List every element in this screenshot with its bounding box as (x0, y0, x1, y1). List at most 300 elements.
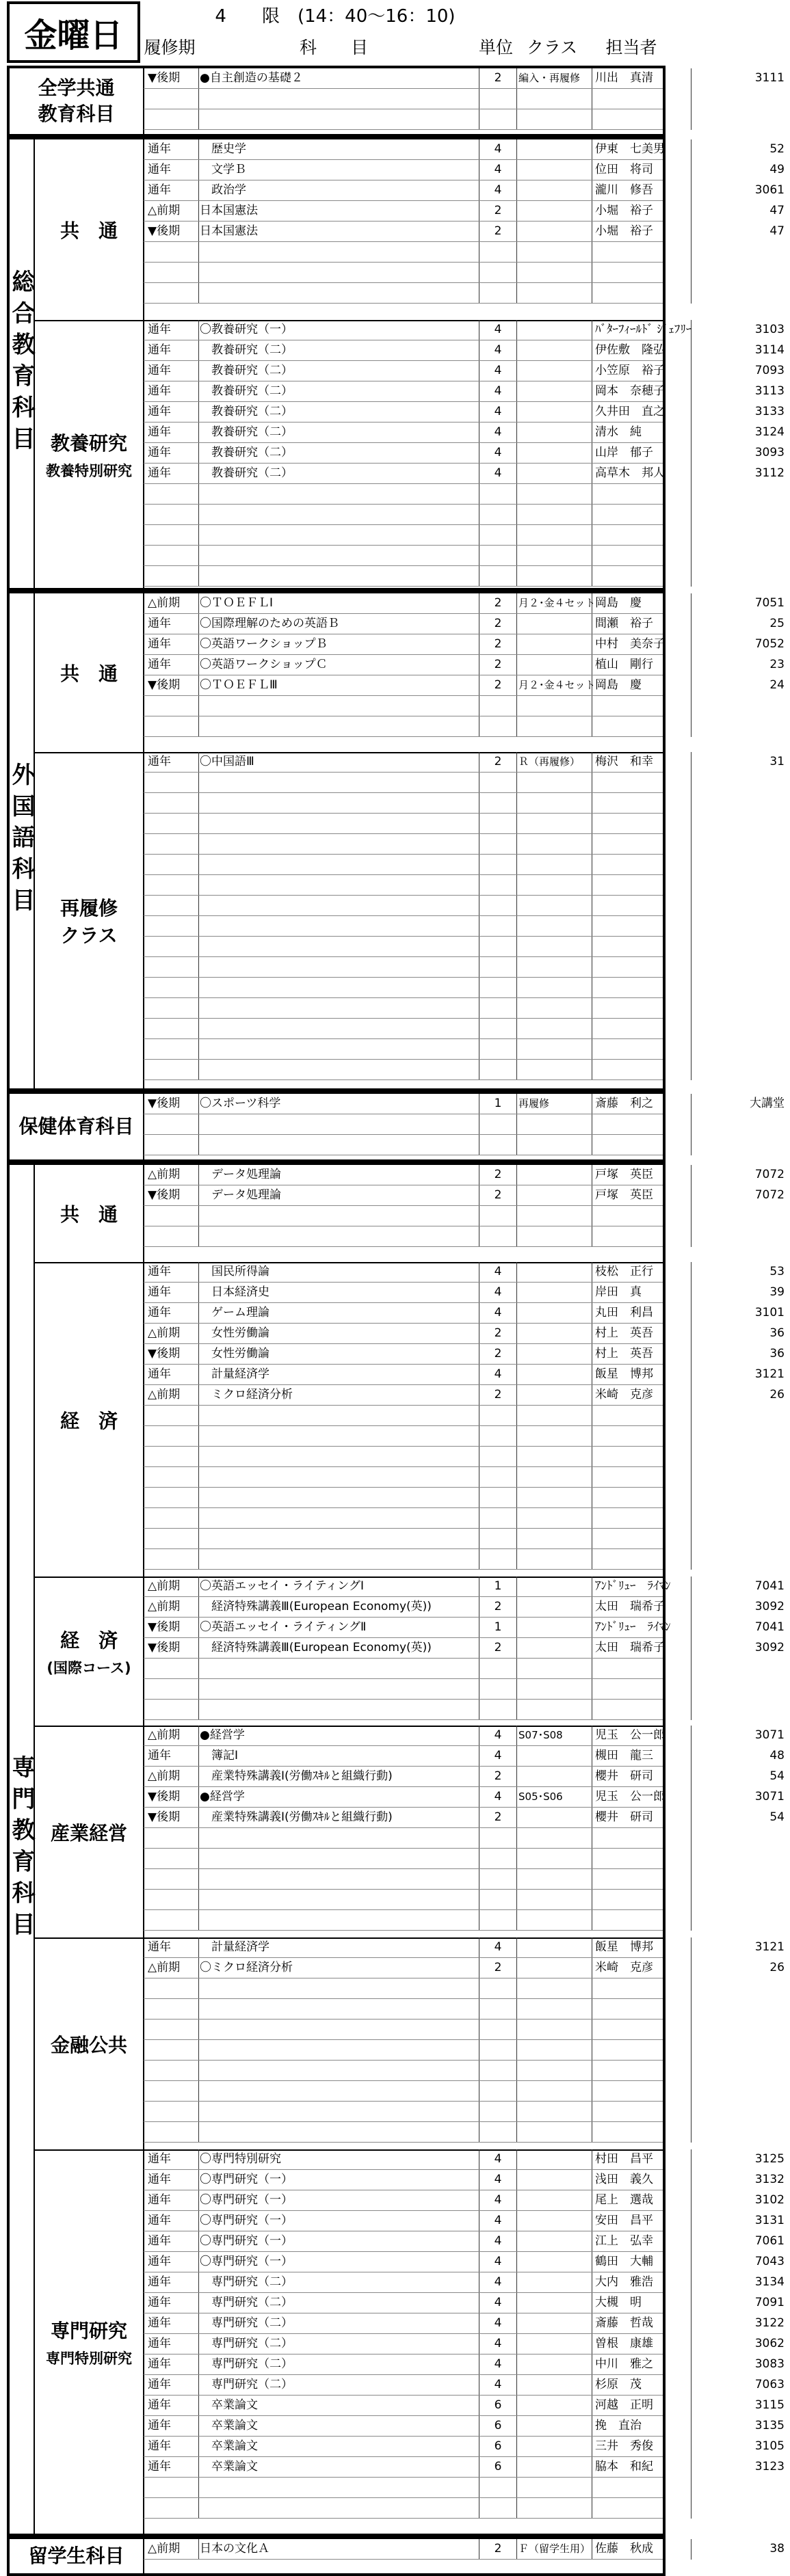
cell-subject: 教養研究（二） (200, 364, 293, 377)
column-divider (691, 68, 692, 130)
cell-instructor: 斎藤 哲哉 (595, 2316, 653, 2330)
table-row (144, 1060, 663, 1080)
table-row (144, 263, 663, 283)
cell-instructor: 斎藤 利之 (595, 1097, 653, 1110)
table-row (144, 443, 785, 464)
cell-subject: 日本経済史 (200, 1285, 269, 1299)
table-row (144, 1869, 663, 1890)
cell-term: 通年 (148, 323, 171, 336)
cell-credits: 2 (494, 224, 502, 238)
cell-credits: 2 (494, 1641, 502, 1654)
cell-instructor: 飯星 博邦 (595, 1367, 653, 1381)
column-divider (691, 1577, 692, 1720)
cell-credits: 2 (494, 658, 502, 671)
cell-subject: 教養研究（二） (200, 405, 293, 418)
cell-credits: 4 (494, 1749, 502, 1762)
cell-instructor: 村田 昌平 (595, 2152, 653, 2166)
table-row (144, 2122, 663, 2143)
cell-term: ▼後期 (148, 1347, 181, 1360)
cell-room: 26 (769, 1388, 785, 1401)
cell-room: 3071 (754, 1728, 785, 1742)
table-row (144, 1165, 785, 1185)
cell-class (518, 1324, 594, 1343)
table-row (144, 814, 663, 834)
cell-room: 3112 (754, 466, 785, 480)
cell-room: 7093 (754, 364, 785, 377)
cell-instructor: 高草木 邦人 (595, 466, 665, 480)
cell-class (518, 655, 594, 675)
cell-credits: 4 (494, 2255, 502, 2268)
cell-term: 通年 (148, 2439, 171, 2453)
table-row (144, 2457, 785, 2478)
table-row (144, 566, 663, 587)
cell-subject: 教養研究（二） (200, 425, 293, 439)
cell-credits: 4 (494, 2234, 502, 2248)
cell-subject: 日本国憲法 (200, 204, 258, 217)
cell-term: 通年 (148, 364, 171, 377)
cell-instructor: 伊東 七美男 (595, 142, 665, 156)
cell-credits: 4 (494, 1790, 502, 1803)
cell-instructor: 太田 瑞希子 (595, 1641, 665, 1654)
cell-term: 通年 (148, 1285, 171, 1299)
cell-term: 通年 (148, 1265, 171, 1278)
cell-room: 7041 (754, 1620, 785, 1634)
table-grid (144, 593, 785, 737)
table-row (144, 484, 663, 505)
table-grid (144, 1262, 785, 1570)
cell-class (518, 1165, 594, 1185)
subcategory-kyotsu-gaikoku (34, 593, 143, 752)
cell-credits: 4 (494, 163, 502, 176)
table-row (144, 2252, 785, 2272)
subcategory-label: 経 済 (60, 1629, 118, 1652)
cell-instructor: 櫻井 研司 (595, 1810, 653, 1824)
table-row (144, 1426, 663, 1447)
cell-credits: 4 (494, 2337, 502, 2350)
cell-instructor: 槻田 龍三 (595, 1749, 653, 1762)
cell-room: 3101 (754, 1306, 785, 1319)
cell-term: 通年 (148, 2214, 171, 2227)
cell-credits: 4 (494, 2378, 502, 2391)
cell-credits: 2 (494, 1810, 502, 1824)
cell-room: 52 (769, 142, 785, 156)
cell-class (518, 1597, 594, 1617)
cell-room: 3103 (754, 323, 785, 336)
cell-room: 54 (769, 1769, 785, 1783)
cell-credits: 4 (494, 183, 502, 197)
table-row (144, 1529, 663, 1549)
cell-class (518, 614, 594, 634)
cell-room: 3125 (754, 2152, 785, 2166)
cell-class (518, 201, 594, 221)
table-row (144, 1787, 785, 1808)
table-row (144, 381, 785, 402)
table-row (144, 1406, 663, 1426)
table-grid (144, 752, 785, 1080)
cell-credits: 4 (494, 2214, 502, 2227)
section-label-senmon: 専門教育科目 (8, 1755, 35, 1944)
column-divider (691, 2149, 692, 2519)
table-row (144, 2149, 785, 2170)
cell-instructor: 挽 直治 (595, 2419, 642, 2432)
table-row (144, 464, 785, 484)
cell-subject: ●自主創造の基礎２ (200, 71, 303, 85)
table-row (144, 1808, 785, 1828)
cell-class (518, 2437, 594, 2456)
cell-room: 3062 (754, 2337, 785, 2350)
period-label: 4 限 (14：40～16：10) (215, 5, 456, 27)
cell-credits: 2 (494, 2542, 502, 2555)
cell-class (518, 1185, 594, 1205)
table-row (144, 1638, 785, 1659)
subcategory-kyotsu-senmon (34, 1165, 143, 1262)
cell-instructor: 米崎 克彦 (595, 1961, 653, 1974)
table-row (144, 2396, 785, 2416)
cell-instructor: 小笠原 裕子 (595, 364, 665, 377)
cell-subject: 卒業論文 (200, 2398, 258, 2412)
cell-term: △前期 (148, 1961, 181, 1974)
cell-instructor: 安田 昌平 (595, 2214, 653, 2227)
subcategory-label: 共 通 (60, 662, 118, 685)
cell-class (518, 443, 594, 463)
cell-subject: 〇英語エッセイ・ライティングⅠ (200, 1579, 364, 1593)
table-row (144, 1726, 785, 1746)
table-row (144, 1467, 663, 1488)
table-row (144, 2081, 663, 2102)
cell-credits: 2 (494, 1188, 502, 1202)
cell-subject: 政治学 (200, 183, 246, 197)
subcategory-sublabel: 教養特別研究 (46, 463, 132, 479)
cell-class: Ｒ（再履修） (518, 755, 581, 768)
cell-room: 7051 (754, 596, 785, 610)
cell-instructor: 村上 英吾 (595, 1326, 653, 1340)
cell-term: 通年 (148, 658, 171, 671)
cell-term: 通年 (148, 2275, 171, 2289)
table-row (144, 1324, 785, 1344)
cell-instructor: 小堀 裕子 (595, 224, 653, 238)
cell-term: ▼後期 (148, 224, 181, 238)
table-row (144, 109, 663, 130)
cell-subject: ゲーム理論 (200, 1306, 269, 1319)
cell-class: S05･S06 (518, 1790, 563, 1803)
cell-subject: 〇専門特別研究 (200, 2152, 281, 2166)
cell-subject: 計量経済学 (200, 1940, 269, 1954)
cell-subject: 専門研究（二） (200, 2357, 293, 2371)
table-row (144, 2272, 785, 2293)
cell-subject: 簿記Ⅰ (200, 1749, 239, 1762)
cell-instructor: 枝松 正行 (595, 1265, 653, 1278)
section-ryugaku (7, 2536, 785, 2576)
cell-term: ▼後期 (148, 1620, 181, 1634)
cell-instructor: 中村 美奈子 (595, 637, 665, 651)
cell-instructor: 米崎 克彦 (595, 1388, 653, 1401)
cell-term: 通年 (148, 384, 171, 398)
table-row (144, 1019, 663, 1039)
table-row (144, 402, 785, 422)
cell-instructor: 清水 純 (595, 425, 642, 439)
cell-term: 通年 (148, 2378, 171, 2391)
cell-instructor: 櫻井 研司 (595, 1769, 653, 1783)
cell-subject: 国民所得論 (200, 1265, 269, 1278)
table-row (144, 2020, 663, 2040)
table-row (144, 773, 663, 793)
column-divider (691, 139, 692, 304)
cell-term: 通年 (148, 2357, 171, 2371)
cell-subject: 〇英語エッセイ・ライティングⅡ (200, 1620, 367, 1634)
cell-term: △前期 (148, 1579, 181, 1593)
cell-instructor: 川出 真清 (595, 71, 653, 85)
table-row (144, 2211, 785, 2231)
cell-room: 7043 (754, 2255, 785, 2268)
cell-term: 通年 (148, 755, 171, 768)
subcategory-kyotsu-sogo (34, 139, 143, 320)
cell-credits: 4 (494, 2193, 502, 2207)
table-grid (144, 2149, 785, 2519)
table-row (144, 1094, 785, 1114)
cell-credits: 6 (494, 2439, 502, 2453)
cell-class (518, 1303, 594, 1323)
cell-credits: 2 (494, 1388, 502, 1401)
cell-class (518, 1638, 594, 1658)
cell-class (518, 381, 594, 401)
cell-room: 7091 (754, 2296, 785, 2309)
cell-credits: 2 (494, 596, 502, 610)
cell-term: ▼後期 (148, 1188, 181, 1202)
table-row (144, 422, 785, 443)
cell-credits: 1 (494, 1097, 502, 1110)
table-row (144, 160, 785, 180)
cell-subject: 専門研究（二） (200, 2296, 293, 2309)
cell-class (518, 634, 594, 654)
table-row (144, 998, 663, 1019)
cell-credits: 4 (494, 323, 502, 336)
cell-instructor: 植山 剛行 (595, 658, 653, 671)
cell-class (518, 2149, 594, 2169)
cell-subject: ●経営学 (200, 1728, 245, 1742)
cell-subject: 女性労働論 (200, 1326, 269, 1340)
section-label-gaikoku: 外国語科目 (8, 762, 35, 920)
table-row (144, 180, 785, 201)
table-grid (144, 2539, 785, 2560)
cell-term: 通年 (148, 617, 171, 630)
cell-room: 3083 (754, 2357, 785, 2371)
cell-term: 通年 (148, 637, 171, 651)
table-row (144, 1303, 785, 1324)
column-divider (691, 1726, 692, 1931)
cell-class (518, 139, 594, 159)
table-row (144, 1365, 785, 1385)
cell-room: 7063 (754, 2378, 785, 2391)
cell-credits: 6 (494, 2398, 502, 2412)
cell-subject: 〇スポーツ科学 (200, 1097, 281, 1110)
cell-term: 通年 (148, 2152, 171, 2166)
cell-instructor: 村上 英吾 (595, 1347, 653, 1360)
cell-instructor: 中川 雅之 (595, 2357, 653, 2371)
cell-credits: 4 (494, 2296, 502, 2309)
table-row (144, 875, 663, 896)
cell-subject: 文学Ｂ (200, 163, 246, 176)
cell-instructor: 鶴田 大輔 (595, 2255, 653, 2268)
cell-class (518, 422, 594, 442)
cell-room: 49 (769, 163, 785, 176)
cell-term: 通年 (148, 1306, 171, 1319)
table-row (144, 89, 663, 109)
cell-subject: 経済特殊講義Ⅲ(European Economy(英)) (200, 1641, 432, 1654)
cell-instructor: 浅田 義久 (595, 2173, 653, 2186)
cell-room: 39 (769, 1285, 785, 1299)
table-row (144, 1937, 785, 1958)
col-header-class: クラス (526, 38, 578, 57)
cell-instructor: 脇本 和紀 (595, 2460, 653, 2473)
cell-subject: データ処理論 (200, 1188, 281, 1202)
cell-credits: 2 (494, 1326, 502, 1340)
cell-term: △前期 (148, 1388, 181, 1401)
table-row (144, 2102, 663, 2122)
table-row (144, 957, 663, 978)
table-row (144, 1283, 785, 1303)
cell-term: △前期 (148, 1600, 181, 1613)
cell-credits: 6 (494, 2460, 502, 2473)
cell-room: 3121 (754, 1940, 785, 1954)
cell-room: 3134 (754, 2275, 785, 2289)
cell-subject: 〇ＴＯＥＦＬⅠ (200, 596, 274, 610)
cell-class (518, 180, 594, 200)
cell-class (518, 2211, 594, 2231)
cell-term: 通年 (148, 2398, 171, 2412)
cell-room: 47 (769, 224, 785, 238)
cell-credits: 4 (494, 1367, 502, 1381)
table-row (144, 1488, 663, 1508)
cell-credits: 2 (494, 1961, 502, 1974)
table-row (144, 2354, 785, 2375)
table-row (144, 1849, 663, 1869)
cell-subject: 〇ＴＯＥＦＬⅢ (200, 678, 278, 692)
cell-credits: 4 (494, 1940, 502, 1954)
cell-room: 3071 (754, 1790, 785, 1803)
table-row (144, 593, 785, 614)
table-row (144, 201, 785, 222)
section-hoken (7, 1091, 785, 1162)
cell-subject: 専門研究（二） (200, 2275, 293, 2289)
cell-instructor: 曽根 康雄 (595, 2337, 653, 2350)
table-row (144, 1577, 785, 1597)
column-divider (691, 752, 692, 1080)
table-row (144, 2334, 785, 2354)
cell-instructor: 間瀬 裕子 (595, 617, 653, 630)
cell-class (518, 1577, 594, 1596)
table-row (144, 505, 663, 525)
subcategory-label: 金融公共 (50, 2034, 127, 2056)
table-row (144, 2061, 663, 2081)
cell-room: 7072 (754, 1188, 785, 1202)
cell-subject: 専門研究（二） (200, 2337, 293, 2350)
cell-instructor: 瀧川 修吾 (595, 183, 653, 197)
cell-credits: 6 (494, 2419, 502, 2432)
table-row (144, 2437, 785, 2457)
cell-subject: 〇専門研究（一） (200, 2214, 293, 2227)
subcategory-label: 共 通 (60, 1203, 118, 1226)
cell-term: 通年 (148, 2419, 171, 2432)
cell-credits: 2 (494, 678, 502, 692)
table-row (144, 283, 663, 304)
cell-instructor: ﾊﾞﾀｰﾌｨｰﾙﾄﾞ ｼﾞｪﾌﾘｰ (595, 323, 692, 336)
subcategory-sublabel: 専門特別研究 (46, 2350, 132, 2367)
cell-term: 通年 (148, 2173, 171, 2186)
table-row (144, 2416, 785, 2437)
cell-term: 通年 (148, 2316, 171, 2330)
table-row (144, 1262, 785, 1283)
cell-credits: 4 (494, 2152, 502, 2166)
cell-room: 7041 (754, 1579, 785, 1593)
cell-term: ▼後期 (148, 1097, 181, 1110)
table-row (144, 1700, 663, 1720)
cell-term: △前期 (148, 204, 181, 217)
table-row (144, 1114, 663, 1135)
cell-subject: 〇教養研究（一） (200, 323, 293, 336)
cell-class (518, 1808, 594, 1827)
cell-instructor: 伊佐敷 隆弘 (595, 343, 665, 357)
cell-term: ▼後期 (148, 71, 181, 85)
cell-term: 通年 (148, 2193, 171, 2207)
subcategory-label: 再履修 クラス (60, 897, 118, 947)
cell-room: 7061 (754, 2234, 785, 2248)
subcategory-kinyu (34, 1937, 143, 2149)
cell-subject: データ処理論 (200, 1168, 281, 1181)
cell-term: 通年 (148, 163, 171, 176)
cell-class (518, 2416, 594, 2436)
cell-class (518, 2313, 594, 2333)
cell-class (518, 1618, 594, 1637)
table-row (144, 834, 663, 855)
cell-instructor: 大内 雅浩 (595, 2275, 653, 2289)
cell-credits: 4 (494, 405, 502, 418)
cell-room: 25 (769, 617, 785, 630)
table-row (144, 1226, 663, 1247)
table-row (144, 546, 663, 566)
cell-instructor: 太田 瑞希子 (595, 1600, 665, 1613)
table-row (144, 2498, 663, 2519)
cell-subject: 卒業論文 (200, 2439, 258, 2453)
col-header-subject: 科 目 (299, 38, 368, 57)
cell-credits: 2 (494, 755, 502, 768)
cell-room: 大講堂 (750, 1097, 785, 1110)
cell-credits: 4 (494, 2275, 502, 2289)
page-header (7, 0, 666, 66)
cell-credits: 2 (494, 1347, 502, 1360)
section-zengaku (7, 66, 785, 137)
table-row (144, 2539, 785, 2560)
cell-class (518, 2190, 594, 2210)
subcategory-label: 経 済 (60, 1410, 118, 1432)
cell-class (518, 2457, 594, 2477)
table-row (144, 1828, 663, 1849)
table-row (144, 696, 663, 716)
table-row (144, 793, 663, 814)
cell-instructor: 山岸 郁子 (595, 446, 653, 459)
cell-class (518, 1746, 594, 1766)
cell-term: ▼後期 (148, 678, 181, 692)
cell-room: 36 (769, 1326, 785, 1340)
section-gaikoku (7, 591, 785, 1091)
cell-credits: 4 (494, 343, 502, 357)
table-row (144, 242, 663, 263)
cell-room: 36 (769, 1347, 785, 1360)
cell-subject: 教養研究（二） (200, 446, 293, 459)
cell-instructor: 戸塚 英臣 (595, 1188, 653, 1202)
cell-term: 通年 (148, 2234, 171, 2248)
table-row (144, 1039, 663, 1060)
cell-credits: 4 (494, 1285, 502, 1299)
